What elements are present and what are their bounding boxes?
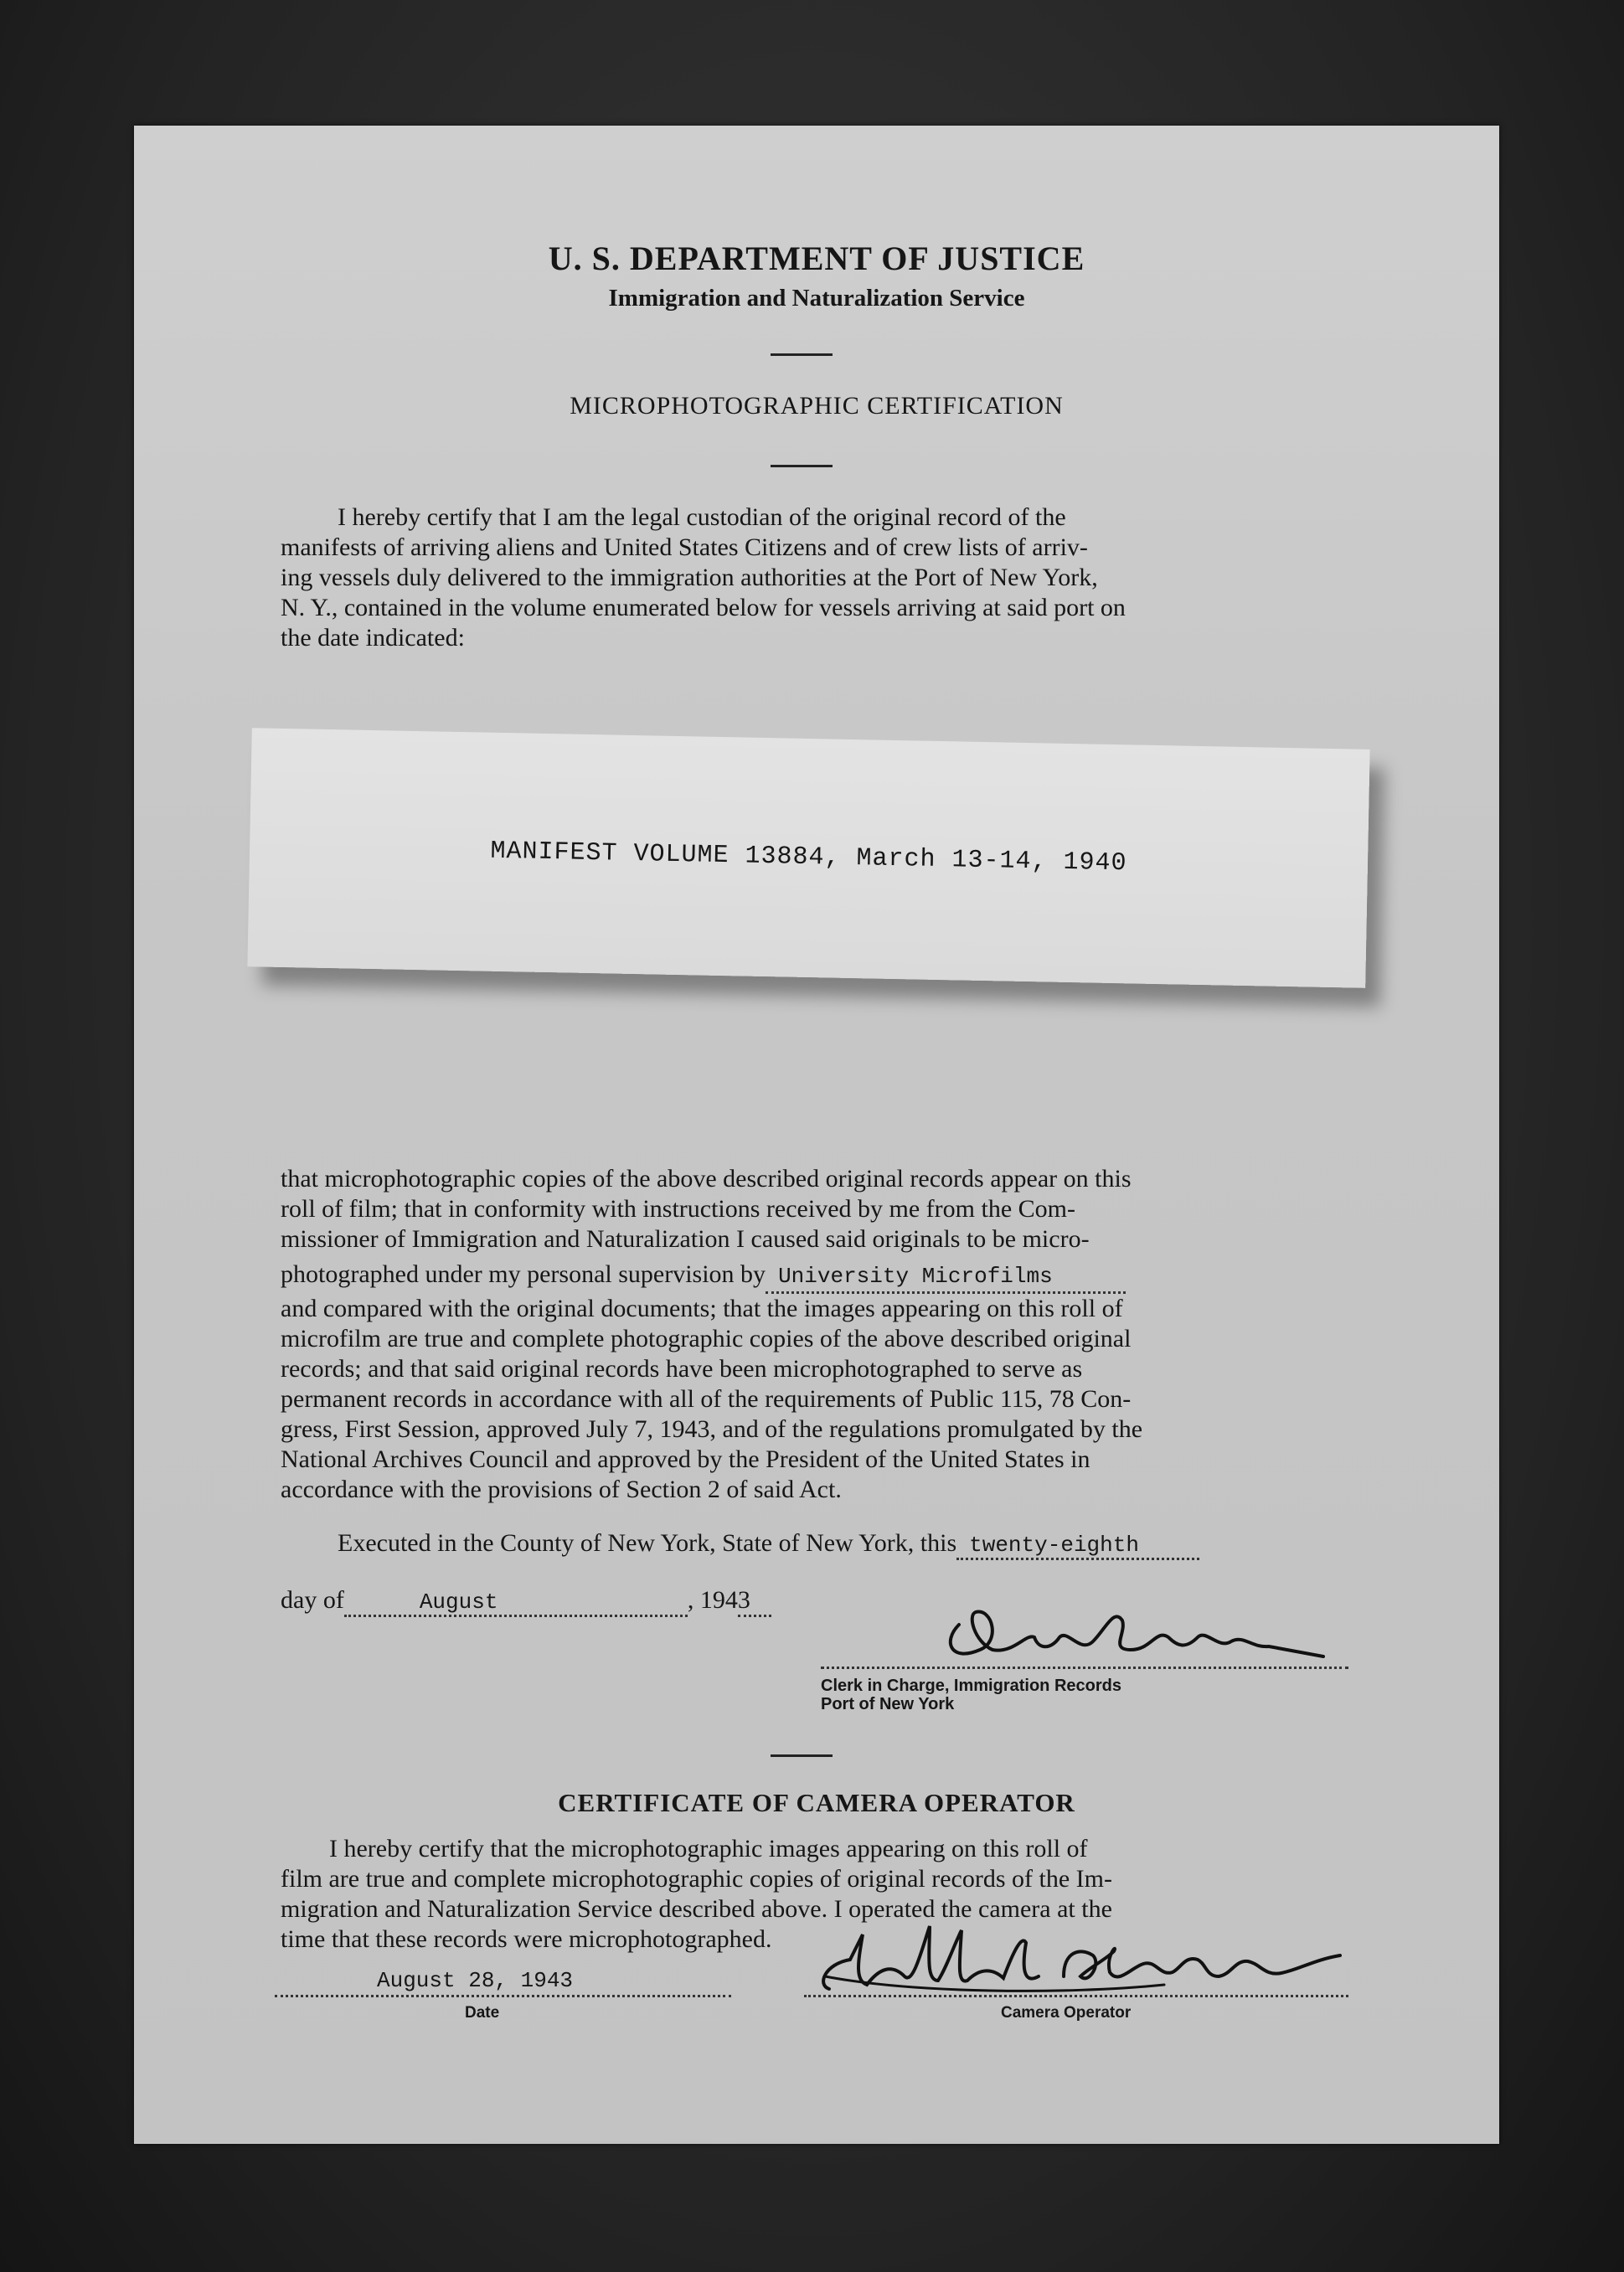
divider-rule xyxy=(771,1754,833,1757)
execution-line xyxy=(338,1529,1199,1560)
divider-rule xyxy=(771,353,833,356)
service-subheading: Immigration and Naturalization Service xyxy=(608,285,1025,312)
year-field xyxy=(738,1586,771,1617)
execution-label: Executed in the County of New York, State of New York, this xyxy=(338,1529,957,1557)
supervisor-value: University Microfilms xyxy=(778,1264,1053,1289)
body-line: accordance with the provisions of Section 2 of said Act. xyxy=(281,1476,842,1503)
body-line: and compared with the original documents; that the images appearing on this roll of xyxy=(281,1295,1123,1322)
intro-line: manifests of arriving aliens and United States Citizens and of crew lists of arriv- xyxy=(281,533,1088,561)
camera-date-label: Date xyxy=(465,2004,500,2022)
day-field xyxy=(956,1529,1199,1560)
camera-certificate-title: CERTIFICATE OF CAMERA OPERATOR xyxy=(558,1788,1075,1817)
intro-paragraph xyxy=(281,502,1348,653)
camera-operator-signature xyxy=(812,1918,1348,2002)
camera-operator-label: Camera Operator xyxy=(1001,2004,1132,2022)
body-line: gress, First Session, approved July 7, 1943, and of the regulations promulgated by the xyxy=(281,1415,1143,1443)
body-line: roll of film; that in conformity with instructions received by me from the Com- xyxy=(281,1195,1075,1223)
month-field xyxy=(344,1586,688,1617)
camera-date-line xyxy=(275,1995,731,1997)
day-of-label: day of xyxy=(281,1586,344,1614)
year-digit: 3 xyxy=(737,1586,750,1614)
body-line xyxy=(281,1260,1348,1294)
volume-slip xyxy=(247,728,1369,988)
certificate-page xyxy=(134,126,1499,2144)
body-line: microfilm are true and complete photographic copies of the above described original xyxy=(281,1325,1132,1352)
year-prefix: , 194 xyxy=(687,1586,738,1614)
intro-line: the date indicated: xyxy=(281,624,465,652)
clerk-signature-line xyxy=(821,1667,1348,1669)
intro-line: I hereby certify that I am the legal custodian of the original record of the xyxy=(338,503,1066,531)
camera-line: migration and Naturalization Service described above. I operated the camera at the xyxy=(281,1895,1112,1923)
intro-line: ing vessels duly delivered to the immigration authorities at the Port of New York, xyxy=(281,564,1098,591)
clerk-caption xyxy=(821,1677,1121,1713)
body-line: records; and that said original records have been microphotographed to serve as xyxy=(281,1355,1083,1383)
body-paragraph xyxy=(281,1164,1348,1505)
camera-line: I hereby certify that the microphotographic images appearing on this roll of xyxy=(329,1835,1088,1862)
body-line: that microphotographic copies of the above described original records appear on this xyxy=(281,1165,1132,1193)
clerk-title: Clerk in Charge, Immigration Records xyxy=(821,1677,1121,1695)
supervision-label: photographed under my personal supervision by xyxy=(281,1260,766,1288)
body-line: missioner of Immigration and Naturalization I caused said originals to be micro- xyxy=(281,1225,1090,1253)
camera-line: film are true and complete microphotographic copies of original records of the Im- xyxy=(281,1865,1112,1893)
certification-title: MICROPHOTOGRAPHIC CERTIFICATION xyxy=(570,392,1064,420)
date-line xyxy=(281,1586,771,1617)
clerk-port: Port of New York xyxy=(821,1695,955,1713)
camera-line: time that these records were microphotographed. xyxy=(281,1925,772,1953)
body-line: National Archives Council and approved by the President of the United States in xyxy=(281,1445,1090,1473)
divider-rule xyxy=(771,465,833,467)
department-heading: U. S. DEPARTMENT OF JUSTICE xyxy=(548,240,1085,277)
day-value: twenty-eighth xyxy=(969,1533,1139,1558)
supervisor-field xyxy=(766,1260,1126,1294)
body-line: permanent records in accordance with all of the requirements of Public 115, 78 Con- xyxy=(281,1385,1132,1413)
camera-date-value: August 28, 1943 xyxy=(377,1968,574,1993)
intro-line: N. Y., contained in the volume enumerated below for vessels arriving at said port on xyxy=(281,594,1126,621)
camera-operator-line xyxy=(804,1995,1348,1997)
clerk-signature xyxy=(934,1591,1328,1671)
month-value: August xyxy=(419,1589,498,1615)
volume-slip-text: MANIFEST VOLUME 13884, March 13-14, 1940 xyxy=(490,837,1127,878)
